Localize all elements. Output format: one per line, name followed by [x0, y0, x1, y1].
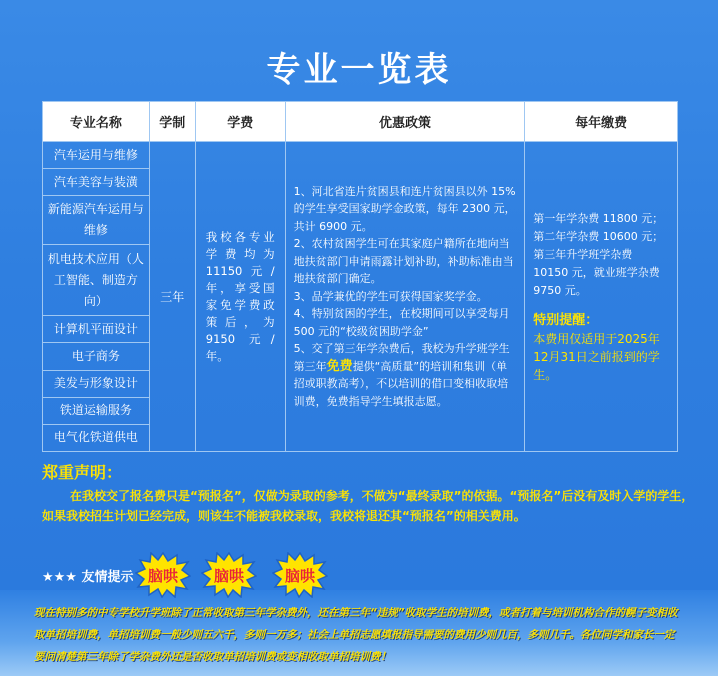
- major-name: 电子商务: [43, 343, 150, 370]
- header-tuition: 学费: [195, 102, 285, 142]
- major-name: 汽车运用与维修: [43, 142, 150, 169]
- burst-text: 脑哄: [147, 566, 178, 585]
- table-header-row: [43, 102, 678, 142]
- header-duration: 学制: [149, 102, 195, 142]
- header-policy: 优惠政策: [285, 102, 525, 142]
- burst-text: 脑哄: [213, 566, 244, 585]
- major-name: 美发与形象设计: [43, 370, 150, 397]
- declaration-body: 在我校交了报名费只是“预报名”，仅做为录取的参考，不做为“最终录取”的依据。“预报名”后没有及时入学的学生，如果我校招生计划已经完成，则该生不能被我校录取，我校将退还其“预报名”的相关费用。: [42, 489, 694, 523]
- annual-fee-cell: [525, 142, 678, 452]
- header-annual-fee: 每年缴费: [525, 102, 678, 142]
- table-row: [43, 142, 678, 169]
- warning-notice: 现在特别多的中专学校升学班除了正常收取第三年学杂费外，还在第三年“违规”收取学生的培训费，或者打着与培训机构合作的幌子变相收取单招培训费，单招培训费一般少则五六千，多则一万多；社会上单招志愿填报指导需要的费用少则几百，多则几千。各位同学和家长一定要问清楚第三年除了学杂费外还是否收取单招培训费或变相收取单招培训费！: [34, 607, 678, 663]
- burst-text: 脑哄: [284, 566, 315, 585]
- burst-badge: [135, 552, 191, 598]
- tip-label: ★★★ 友情提示: [42, 570, 134, 585]
- page-title: 专业一览表: [266, 50, 452, 90]
- reminder-text: 本费用仅适用于2025年12月31日之前报到的学生。: [533, 331, 660, 382]
- policy-item-5-start: 5、交了第三年学杂费后，我校为升学班学生第三年: [293, 342, 510, 373]
- reminder-title: 特别提醒：: [533, 312, 599, 328]
- tuition-cell: 我校各专业学费均为11150元/年，享受国家免学费政策后，为 9150 元/年。: [195, 142, 285, 452]
- policy-cell: [285, 142, 525, 452]
- major-name: 铁道运输服务: [43, 397, 150, 424]
- policy-item-3: 3、品学兼优的学生可获得国家奖学金。: [293, 289, 488, 303]
- free-highlight: 免费: [326, 358, 353, 374]
- policy-item-2: 2、农村贫困学生可在其家庭户籍所在地向当地扶贫部门申请雨露计划补助，补助标准由当地扶贫部门确定。: [293, 237, 514, 286]
- declaration-title: 郑重声明：: [42, 463, 123, 482]
- header-major: 专业名称: [43, 102, 150, 142]
- policy-item-4: 4、特别贫困的学生，在校期间可以享受每月 500 元的“校级贫困助学金”: [293, 307, 510, 338]
- major-name: 机电技术应用（人工智能、制造方向）: [43, 245, 150, 316]
- duration-cell: 三年: [149, 142, 195, 452]
- policy-item-5-end: 提供“高质量”的培训和集训（单招或职教高考），不以培训的借口变相收取培训费，免费指导学生填报志愿。: [293, 359, 509, 408]
- major-name: 新能源汽车运用与维修: [43, 196, 150, 245]
- policy-item-5: [294, 340, 517, 410]
- burst-badge: [201, 552, 257, 598]
- program-table: [42, 101, 678, 452]
- burst-badge: [272, 552, 328, 598]
- major-name: 计算机平面设计: [43, 316, 150, 343]
- major-name: 汽车美容与装潢: [43, 169, 150, 196]
- policy-item-1: 1、河北省连片贫困县和连片贫困县以外 15%的学生享受国家助学金政策，每年 2300 元，共计 6900 元。: [293, 184, 516, 233]
- major-name: 电气化铁道供电: [43, 424, 150, 451]
- annual-fee-text: 第一年学杂费 11800 元；第二年学杂费 10600 元；第三年升学班学杂费 10150 元，就业班学杂费 9750 元。: [533, 211, 664, 297]
